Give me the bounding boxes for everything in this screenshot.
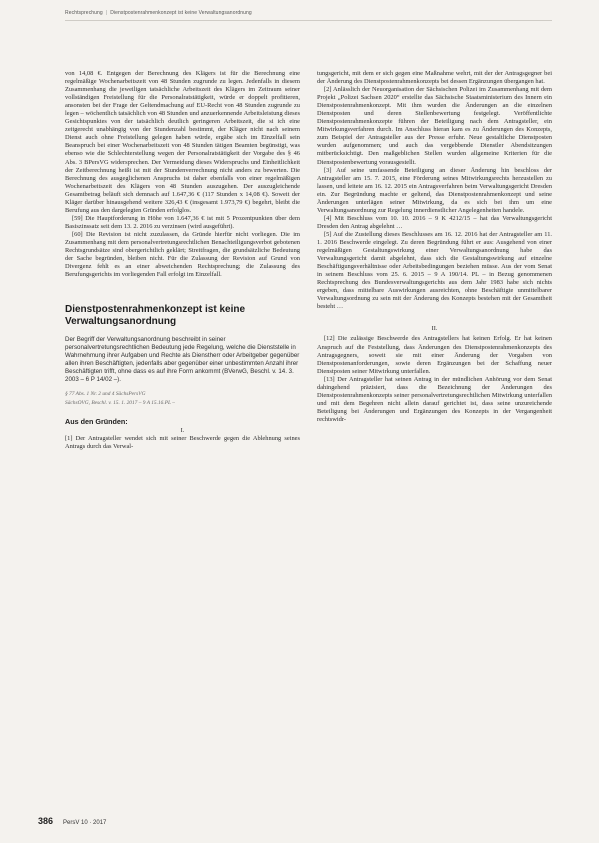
section-numeral: II. — [431, 325, 438, 333]
paragraph: von 14,08 €. Entgegen der Berechnung des Klägers ist für die Berechnung eine regelmäßige Wochenarbeitszeit von 48 Stunden zugrunde zu legen. Jedenfalls in diesem Zusammenhang die jeweiligen tatsächliche Arbeitszeit des Klägers im Zeitraum seiner vollständigen Freistellung für die Personalratstätigkeit, würde er doppelt profitieren, ansonsten bei der Frage der Geltendmachung auf EU-Recht von 48 Stunden zugrunde zu legen – wöchentlich tatsächlich von 48 Stunden und anzuerkennende Arbeitsleistung dieses Gesichtspunktes von der tatsächlich deutlich geringeren Arbeitszeit, die si ich eine zeitgerecht unabhängig von der Stundenzahl bestimmt, der Kläger nicht nach seinem Dienst auch ohne Freistellung gelegen haben würde, ergäbe sich im Einzelfall sein Beanspruch bei einer Wochenarbeitszeit von 48 Stunden tätigen Beamten begünstigt, was ebenso wie die Schlechterstellung wegen der Personalratstätigkeit der Vorgabe des § 46 Abs. 3 BPersVG widersprechen. Der Vermeidung dieses Widerspruchs und Einheitlichkeit der Zeitberechnung heißt ist mit der Stundenverrechnung nicht anders zu bewerten. Die Berechnung des ausgeglichenen Anspruchs ist daher ebenfalls von einer regelmäßigen Wochenarbeitszeit des Klägers von 48 Stunden auszugehen. Der auszugleichende Gesamtbetrag beläuft sich demnach auf 1.647,36 € (117 Stunden x 14,08 €). Soweit der Kläger darüber hinausgehend weitere 326,43 € (insgesamt 1.973,79 €) begehrt, bleibt die Berufung aus den dargelegten Gründen erfolglos. — [65, 70, 300, 214]
left-column — [65, 70, 300, 451]
paragraph: [3] Auf seine umfassende Beteiligung an dieser Änderung hin beschloss der Antragsteller am 15. 7. 2015, eine Förderung seines Mitwirkungsrechts herzustellen zu lassen, und leitete am 16. 12. 2015 ein Antragsverfahren beim Verwaltungsgericht Dresden ein. Zur Begründung machte er geltend, das Dienstpostenrahmenkonzept und seine Änderungen unterlägen seiner Mitwirkung, da es sich bei ihm um eine Verwaltungsanordnung zur Regelung innerdienstlicher Angelegenheiten handele. — [317, 166, 552, 214]
paragraph: [2] Anlässlich der Neuorganisation der Sächsischen Polizei im Zusammenhang mit dem Projekt „Polizei Sachsen 2020“ erstellte das Sächsische Staatsministerium des Innern ein Dienstpostenrahmenkonzept. Mit ihm wurden die Änderungen an die einzelnen Dienstposten und deren Stellenbewertung festgelegt. Veröffentlichte Dienstpostenrahmenkonzepte führen der Beteiligung nach dem Antragsteller, ein Mitwirkungsverfahren durch. Im Anschluss hieran kam es zu Änderungen des Konzepts, zum Beispiel der Antragsteller aus der Presse erfuhr. Neue gestaltliche Dienstposten wurden aufgenommen; und auch das vergebbende Dienstler Abendsitzungen mitberücksichtigt. Den maßgeblichen Stellen wurden allgemeine Kriterien für die Dienstpostenbewertung vorausgestellt. — [317, 86, 552, 166]
section-numeral: I. — [180, 427, 185, 435]
page-number: 386 — [38, 816, 54, 826]
paragraph: [4] Mit Beschluss vom 10. 10. 2016 – 9 K 4212/15 – hat das Verwaltungsgericht Dresden den Antrag abgelehnt … — [317, 214, 552, 230]
header-section: Rechtsprechung — [65, 10, 103, 16]
right-column — [317, 70, 552, 424]
running-header — [65, 10, 555, 16]
article-heading: Dienstpostenrahmenkonzept ist keine Verwaltungsanordnung — [65, 304, 246, 328]
paragraph: tungsgericht, mit dem er sich gegen eine Maßnahme wehrt, mit der der Antragsgegner bei der Änderung des Dienstpostenrahmenkonzepts bei dessen Ergänzungen übergangen hat. — [317, 70, 552, 86]
headnote: Der Begriff der Verwaltungsanordnung beschreibt in seiner personalvertretungsrechtlichen Bedeutung jede Regelung, welche die Dienststelle in Wahrnehmung ihrer Aufgaben und Rechte als Dienstherr oder Arbeitgeber gegenüber allen ihren Beschäftigten, jedenfalls aber gegenüber einer unbestimmten Anzahl ihrer Beschäftigten trifft, ohne dass es auf ihre Form ankommt (BVerwG, Beschl. v. 14. 3. 2003 – 6 P 14/02 –). — [65, 336, 300, 384]
reasons-heading: Aus den Gründen: — [65, 417, 128, 427]
header-rule — [65, 20, 552, 21]
paragraph: [1] Der Antragsteller wendet sich mit seiner Beschwerde gegen die Ablehnung seines Antrags durch das Verwal- — [65, 435, 300, 451]
page-footer — [38, 816, 106, 826]
court-citation: SächsOVG, Beschl. v. 15. 1. 2017 – 9 A 15.16.PL – — [65, 400, 175, 407]
paragraph: [60] Die Revision ist nicht zuzulassen, da Gründe hierfür nicht vorliegen. Die im Zusammenhang mit dem personalvertretungsrechtlichen Benachteiligungsverbot gebotenen Rechtsgrundsätze sind obergerichtlich geklärt; Streitfragen, die grundsätzliche Bedeutung der Sache begründen, bleiben nicht. Für die Zulassung der Revision auf Grund von Divergenz fehlt es an einer abweichenden Rechtsprechung; die Zulassung des Berufungsgerichts im vorliegenden Fall erfolgt im Einzelfall. — [65, 230, 300, 279]
paragraph: [5] Auf die Zustellung dieses Beschlusses am 16. 12. 2016 hat der Antragsteller am 11. 1. 2016 Beschwerde eingelegt. Zu deren Begründung führt er aus: Ausgehend von einer regelmäßigen Gestaltungswirkung einer Verwaltungsanordnung habe das Verwaltungsgericht damit abgelehnt, dass sich die Gestaltungswirkung auf einzelne Beschäftigungsverhältnisse oder Arbeitsbedingungen beziehen müsse. Aus der vom Senat in seinem Beschluss vom 25. 6. 2015 – 9 A 190/14. PL – in Bezug genommenen Rechtsprechung des Bundesverwaltungsgerichts aus dem Jahr 1983 habe sich nichts ergeben, dass mittelbare Auswirkungen ausreichten, ohne Beschäftigte unmittelbarer Verwaltungsordnung zu sein mit der Änderung des Konzepts bestehen mit der Gesamtheit besteht … — [317, 230, 552, 311]
paragraph: [12] Die zulässige Beschwerde des Antragstellers hat keinen Erfolg. Er hat keinen Anspruch auf die Feststellung, dass Änderungen des Dienstpostenrahmenkonzepts des Antragsgegners, soweit sie mit einer Änderung der Vorgaben von Dienstpostenanforderungen, sowie deren Ergänzungen bei der Schaffung neuer Dienstposten seiner Mitwirkung unterfallen. — [317, 335, 552, 375]
paragraph: [13] Der Antragsteller hat seinen Antrag in der mündlichen Anhörung vor dem Senat dahingehend präzisiert, dass die Bezeichnung der Änderungen des Dienstpostenrahmenkonzepts seiner personalvertretungsrechtlichen Mitwirkung unterfallen und mit dem Begehren nicht allein darauf gerichtet ist, dass seine unzureichende Beteiligung bei Änderungen und Ergänzungen des Konzepts in der Vergangenheit rechtswidr- — [317, 375, 552, 423]
journal-issue: PersV 10 · 2017 — [63, 820, 107, 826]
header-title: Dienstpostenrahmenkonzept ist keine Verwaltungsanordnung — [110, 10, 252, 16]
header-separator: | — [105, 10, 108, 16]
statute-reference: § 77 Abs. 1 Nr. 2 und 4 SächsPersVG — [65, 391, 146, 398]
paragraph: [59] Die Hauptforderung in Höhe von 1.647,36 € ist mit 5 Prozentpunkten über dem Basiszinssatz seit dem 13. 2. 2016 zu verzinsen (wird ausgeführt). — [65, 214, 300, 230]
